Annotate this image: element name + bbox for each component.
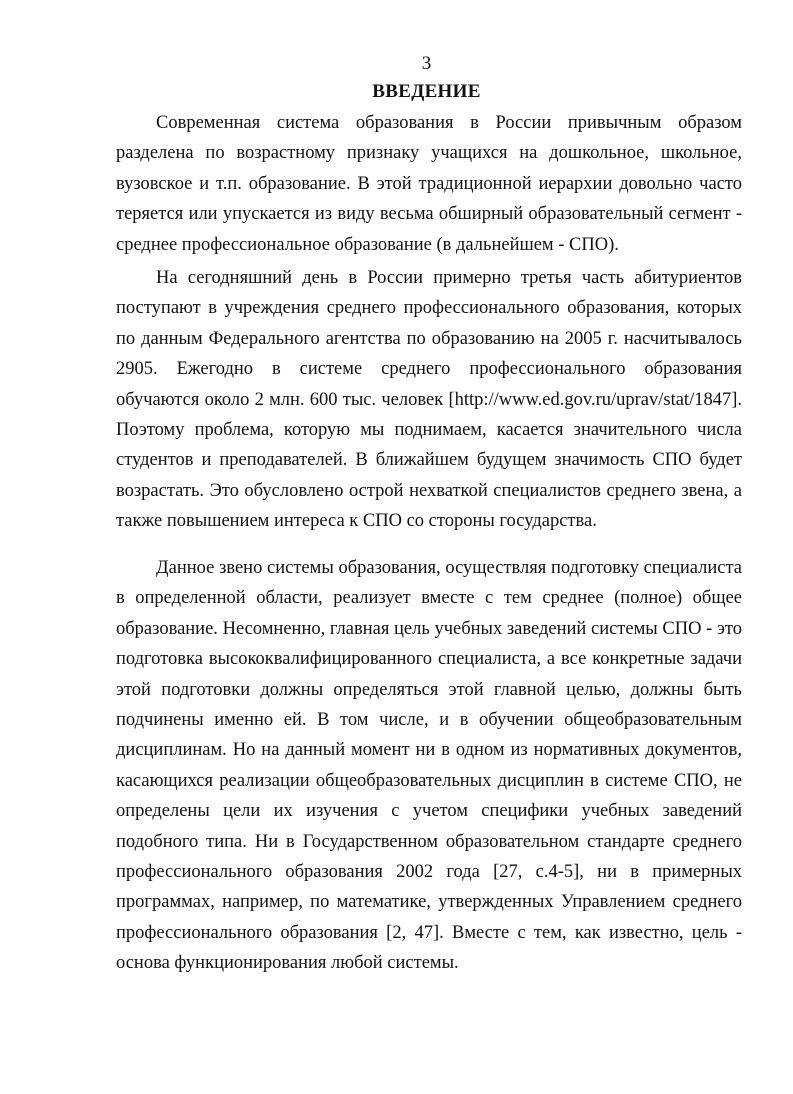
paragraph-3: Данное звено системы образования, осуществляя подготовку специалиста в определенной области, реализует вместе с тем среднее (полное) общее образование. Несомненно, главная цель учебных заведений системы СПО - это подготовка высококвалифицированного специалиста, а все конкретные задачи этой подготовки должны определяться этой главной целью, должны быть подчинены именно ей. В том числе, и в обучении общеобразовательным дисциплинам. Но на данный момент ни в одном из нормативных документов, касающихся реализации общеобразовательных дисциплин в системе СПО, не определены цели их изучения с учетом специфики учебных заведений подобного типа. Ни в Государственном образовательном стандарте среднего профессионального образования 2002 года [27, с.4-5], ни в примерных программах, например, по математике, утвержденных Управлением среднего профессионального образования [2, 47]. Вместе с тем, как известно, цель - основа функционирования любой системы. [116, 558, 742, 974]
paragraph-2: На сегодняшний день в России примерно третья часть абитуриентов поступают в учреждения среднего профессионального образования, которых по данным Федерального агентства по образованию на 2005 г. насчитывалось 2905. Ежегодно в системе среднего профессионального образования обучаются около 2 млн. 600 тыс. человек [http://www.ed.gov.ru/uprav/stat/1847]. Поэтому проблема, которую мы поднимаем, касается значительного числа студентов и преподавателей. В ближайшем будущем значимость СПО будет возрастать. Это обусловлено острой нехваткой специалистов среднего звена, а также повышением интереса к СПО со стороны государства. [116, 268, 742, 532]
page-number: 3 [421, 53, 432, 74]
section-heading: ВВЕДЕНИЕ [372, 81, 481, 102]
paragraph-1: Современная система образования в России привычным образом разделена по возрастному признаку учащихся на дошкольное, школьное, вузовское и т.п. образование. В этой традиционной иерархии довольно часто теряется или упускается из виду весьма обширный образовательный сегмент - среднее профессиональное образование (в дальнейшем - СПО). [116, 113, 742, 255]
